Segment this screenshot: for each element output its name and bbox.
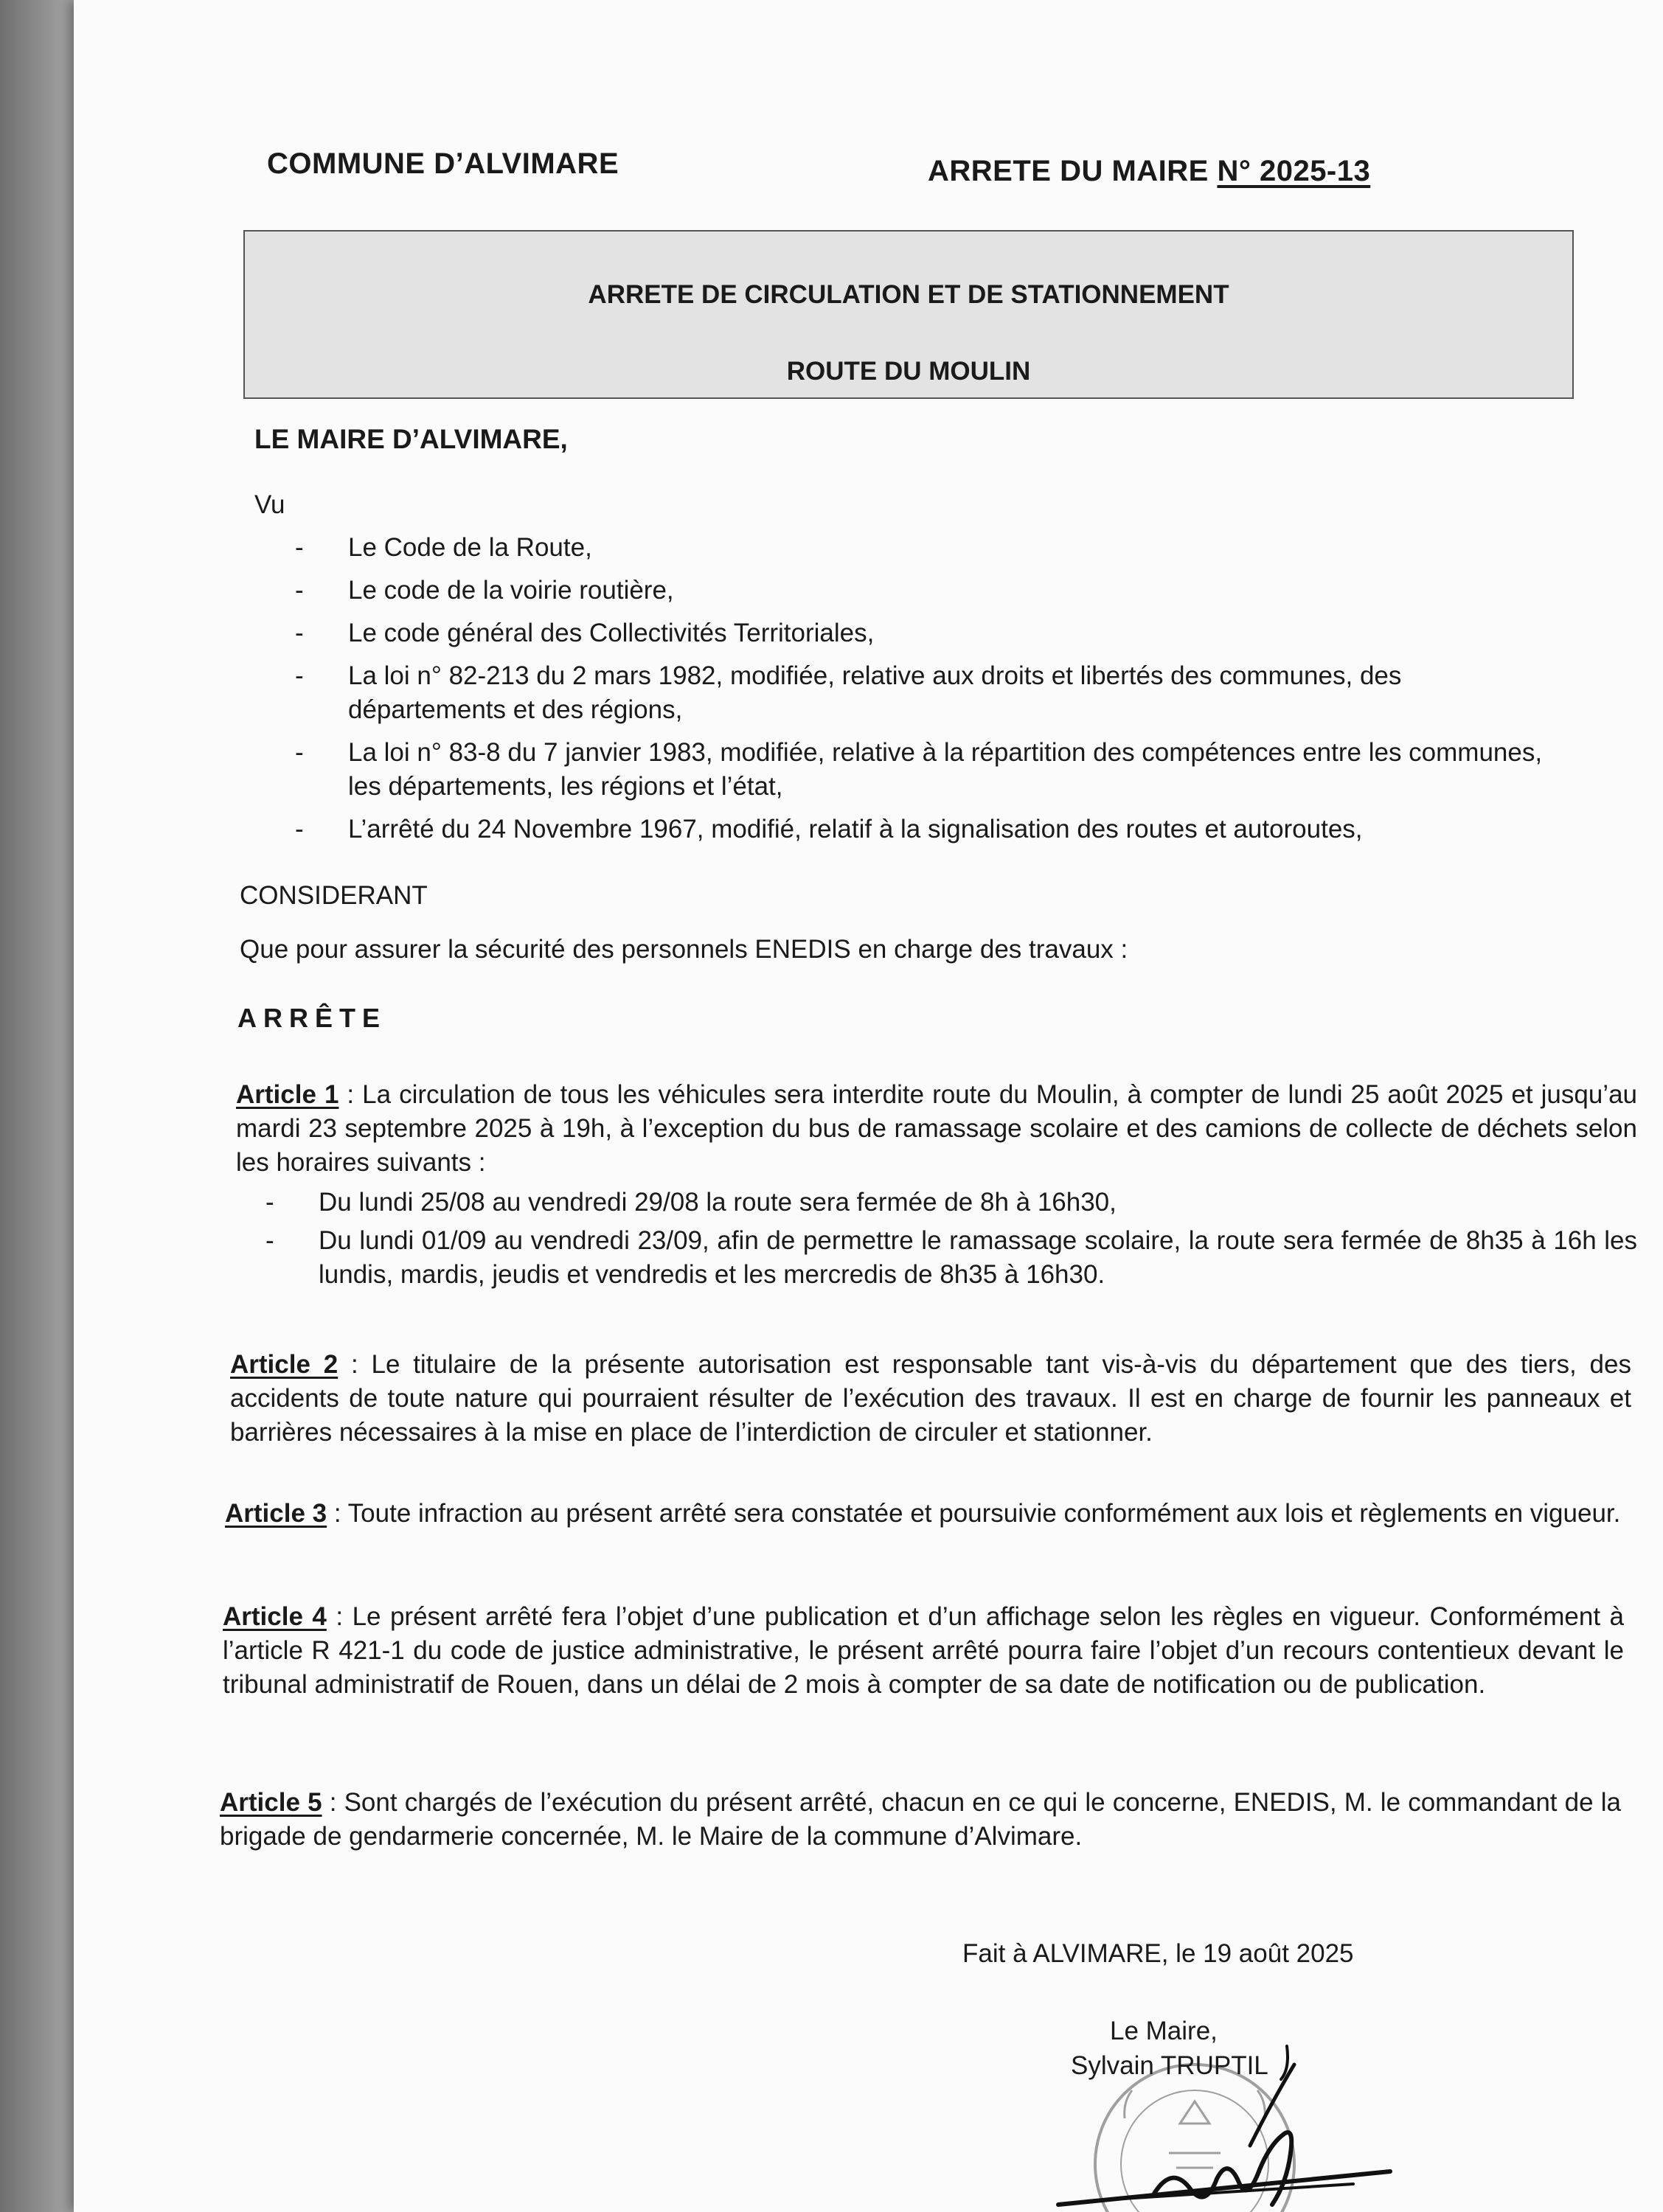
commune-name: COMMUNE D’ALVIMARE <box>267 147 619 180</box>
vu-item-text: Le Code de la Route, <box>348 533 592 562</box>
article-text: Le présent arrêté fera l’objet d’une publication et d’un affichage selon les règles en vigueur. Conformément à l’article R 421-1 du code de justice administrative, le présent arrêté pourra faire l’objet d’un recours contentieux devant le tribunal administratif de Rouen, dans un délai de 2 mois à compter de sa date de notification ou de publication. <box>223 1602 1624 1699</box>
vu-item <box>295 616 1563 650</box>
article-text: Sont chargés de l’exécution du présent arrêté, chacun en ce qui le concerne, ENEDIS, M. le commandant de la brigade de gendarmerie concernée, M. le Maire de la commune d’Alvimare. <box>220 1788 1621 1851</box>
title-box <box>243 230 1574 399</box>
arrete-heading: ARRÊTE <box>237 1003 387 1033</box>
article-title: Article 2 <box>230 1350 338 1379</box>
article-separator: : <box>322 1788 344 1817</box>
vu-item-text: La loi n° 82-213 du 2 mars 1982, modifiée, relative aux droits et libertés des communes, des départements et des régions, <box>348 661 1402 724</box>
title-line-2: ROUTE DU MOULIN <box>786 357 1031 386</box>
article-list-item-text: Du lundi 01/09 au vendredi 23/09, afin de permettre le ramassage scolaire, la route sera fermée de 8h35 à 16h les lundis, mardis, jeudis et vendredis et les mercredis de 8h35 à 16h30. <box>319 1226 1637 1289</box>
dash-bullet: - <box>295 533 304 562</box>
article-separator: : <box>338 1080 363 1109</box>
article-title: Article 5 <box>220 1788 322 1817</box>
vu-item-text: Le code de la voirie routière, <box>348 576 674 605</box>
dash-bullet: - <box>295 661 304 690</box>
article-separator: : <box>338 1350 372 1379</box>
article-list-item <box>265 1186 1637 1220</box>
signatory-name: Sylvain TRUPTIL <box>1071 2051 1268 2080</box>
dash-bullet: - <box>265 1188 274 1217</box>
vu-item <box>295 736 1563 804</box>
title-line-1: ARRETE DE CIRCULATION ET DE STATIONNEMENT <box>588 280 1229 309</box>
article-title: Article 3 <box>225 1499 327 1528</box>
article-title: Article 1 <box>236 1080 339 1109</box>
article-text: Toute infraction au présent arrêté sera constatée et poursuivie conformément aux lois et règlements en vigueur. <box>347 1499 1621 1528</box>
le-maire-heading: LE MAIRE D’ALVIMARE, <box>254 424 568 454</box>
article-separator: : <box>327 1499 348 1528</box>
considerant-text: Que pour assurer la sécurité des personnels ENEDIS en charge des travaux : <box>240 935 1128 964</box>
place-date: Fait à ALVIMARE, le 19 août 2025 <box>962 1939 1354 1968</box>
vu-heading: Vu <box>254 490 285 519</box>
mairie-stamp-and-signature <box>1044 2020 1398 2212</box>
dash-bullet: - <box>295 619 304 647</box>
article-separator: : <box>326 1602 353 1631</box>
vu-item-text: Le code général des Collectivités Territoriales, <box>348 619 875 647</box>
document-page <box>74 0 1663 2212</box>
vu-item <box>295 531 1563 565</box>
dash-bullet: - <box>295 738 304 767</box>
article-1-list <box>265 1186 1637 1292</box>
article-5 <box>220 1786 1621 1854</box>
article-1 <box>236 1078 1637 1296</box>
signatory-title: Le Maire, <box>1110 2017 1218 2045</box>
article-list-item <box>265 1224 1637 1292</box>
article-title: Article 4 <box>223 1602 327 1631</box>
vu-item <box>295 659 1563 727</box>
considerant-heading: CONSIDERANT <box>240 881 428 910</box>
article-text: La circulation de tous les véhicules sera interdite route du Moulin, à compter de lundi 25 août 2025 et jusqu’au mardi 23 septembre 2025 à 19h, à l’exception du bus de ramassage scolaire et des camions de collecte de déchets selon les horaires suivants : <box>236 1080 1637 1177</box>
arrete-reference <box>928 155 1370 188</box>
vu-item-text: La loi n° 83-8 du 7 janvier 1983, modifiée, relative à la répartition des compétences entre les communes, les départements, les régions et l’état, <box>348 738 1543 801</box>
article-list-item-text: Du lundi 25/08 au vendredi 29/08 la route sera fermée de 8h à 16h30, <box>319 1188 1117 1217</box>
arrete-prefix: ARRETE DU MAIRE <box>928 155 1218 187</box>
article-3 <box>225 1497 1626 1531</box>
arrete-number: N° 2025-13 <box>1217 155 1371 187</box>
dash-bullet: - <box>295 815 304 844</box>
vu-list <box>295 531 1563 855</box>
article-text: Le titulaire de la présente autorisation est responsable tant vis-à-vis du département que des tiers, des accidents de toute nature qui pourraient résulter de l’exécution des travaux. Il est en charge de fournir les panneaux et barrières nécessaires à la mise en place de l’interdiction de circuler et stationner. <box>230 1350 1631 1447</box>
article-4 <box>223 1600 1624 1702</box>
vu-item <box>295 813 1563 846</box>
dash-bullet: - <box>295 576 304 605</box>
dash-bullet: - <box>265 1226 274 1255</box>
vu-item-text: L’arrêté du 24 Novembre 1967, modifié, relatif à la signalisation des routes et autoroutes, <box>348 815 1363 844</box>
article-2 <box>230 1348 1631 1450</box>
vu-item <box>295 574 1563 608</box>
